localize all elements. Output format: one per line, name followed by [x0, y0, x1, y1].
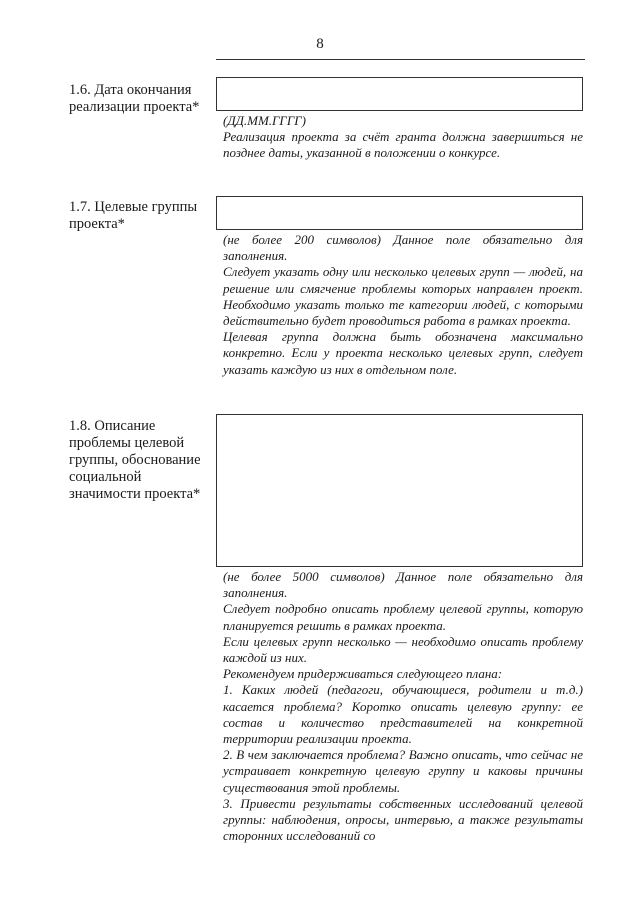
field-label-target-groups — [69, 199, 197, 233]
field-label-problem-description — [69, 418, 201, 503]
end-date-input[interactable] — [216, 77, 583, 111]
hint-paragraph: Рекомендуем придерживаться следующего плана: — [223, 666, 503, 682]
hint-paragraph: 3. Привести результаты собственных исследований целевой группы: наблюдения, опросы, интервью, а также результаты сторонних исследований со — [223, 795, 583, 844]
label-line: реализации проекта* — [69, 99, 200, 115]
hint-paragraph: Следует указать одну или несколько целевых групп — людей, на решение или смягчение проблемы которых направлен проект. Необходимо указать только те категории людей, с которыми действительно будет проводиться работа в рамках проекта. — [223, 264, 583, 329]
hint-paragraph: (ДД.ММ.ГГГГ) — [223, 113, 306, 128]
hint-paragraph: Реализация проекта за счёт гранта должна завершиться не позднее даты, указанной в положении о конкурсе. — [223, 129, 583, 161]
problem-description-hint — [223, 569, 583, 844]
header-rule — [216, 59, 585, 60]
label-line: группы, обоснование — [69, 452, 201, 468]
label-line: проекта* — [69, 216, 125, 232]
label-line: 1.8. Описание — [69, 418, 156, 434]
label-line: 1.6. Дата окончания — [69, 82, 192, 98]
hint-paragraph: (не более 200 символов) Данное поле обязательно для заполнения. — [223, 232, 583, 264]
label-line: проблемы целевой — [69, 435, 185, 451]
hint-paragraph: Если целевых групп несколько — необходимо описать проблему каждой из них. — [223, 633, 583, 666]
label-line: значимости проекта* — [69, 486, 201, 502]
hint-paragraph: 2. В чем заключается проблема? Важно описать, что сейчас не устраивает конкретную целевую группу и каковы причины существования этой проблемы. — [223, 747, 583, 795]
hint-paragraph: (не более 5000 символов) Данное поле обязательно для заполнения. — [223, 569, 583, 601]
hint-paragraph: 1. Каких людей (педагоги, обучающиеся, родители и т.д.) касается проблема? Коротко описать целевую группу: ее состав и количество представителей на конкретной территории реализации проекта. — [223, 682, 583, 747]
hint-paragraph: Целевая группа должна быть обозначена максимально конкретно. Если у проекта несколько целевых групп, следует указать каждую из них в отдельном поле. — [223, 329, 583, 377]
page-number: 8 — [316, 36, 324, 52]
label-line: социальной — [69, 469, 142, 485]
problem-description-textarea[interactable] — [216, 414, 583, 567]
end-date-hint — [223, 113, 583, 162]
field-label-end-date — [69, 82, 199, 116]
target-groups-hint — [223, 232, 583, 378]
hint-paragraph: Следует подробно описать проблему целевой группы, которую планируется решить в рамках проекта. — [223, 601, 583, 633]
label-line: 1.7. Целевые группы — [69, 199, 198, 215]
target-groups-input[interactable] — [216, 196, 583, 230]
